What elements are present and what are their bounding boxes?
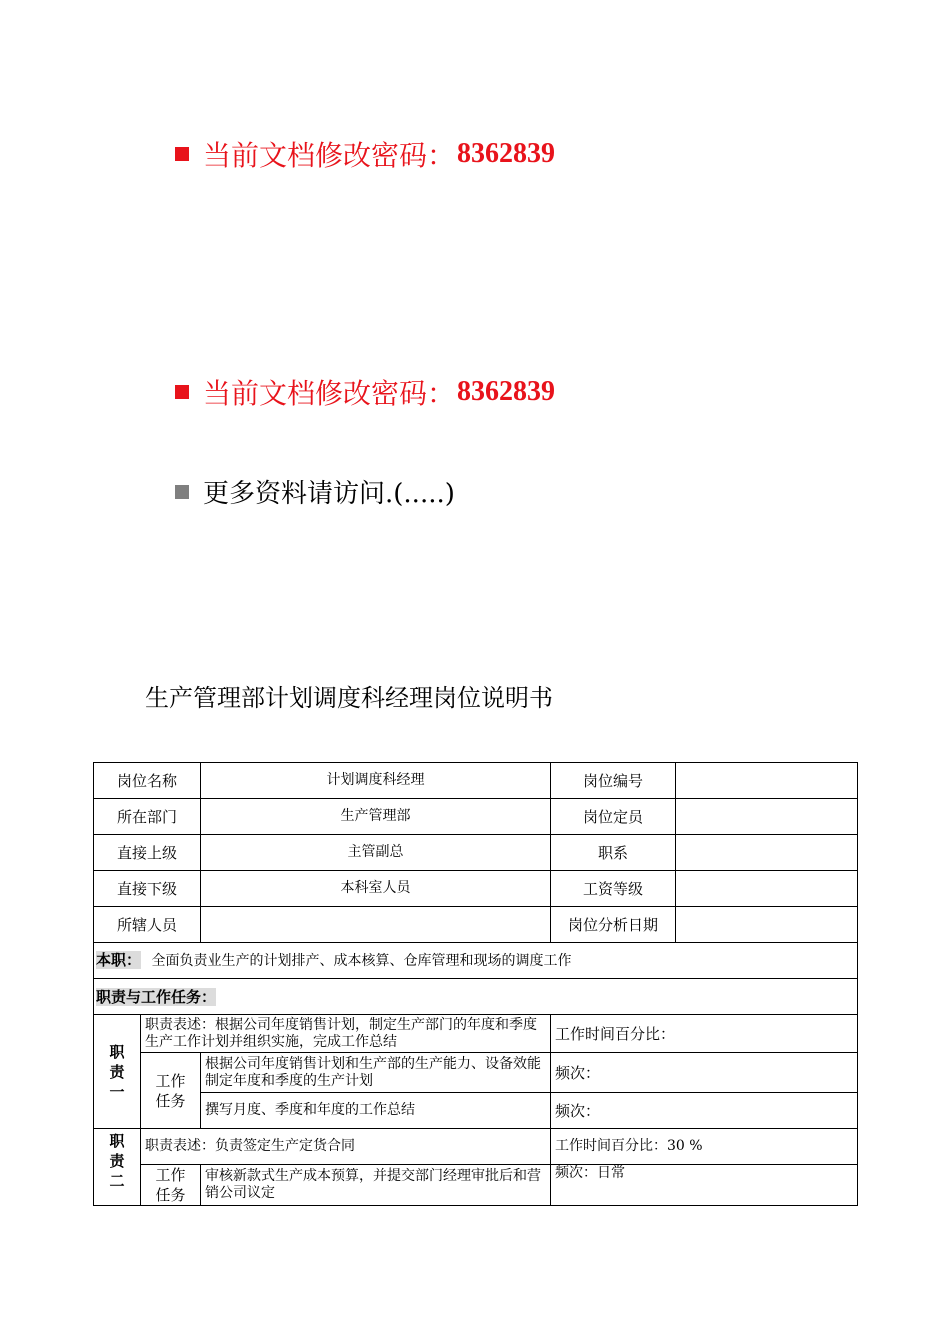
benzhi-row bbox=[94, 943, 858, 979]
document-title: 生产管理部计划调度科经理岗位说明书 bbox=[145, 684, 553, 712]
info-row-subordinate bbox=[94, 871, 858, 907]
value-department: 生产管理部 bbox=[201, 799, 551, 835]
label-job-name: 岗位名称 bbox=[94, 763, 201, 799]
duty2-task-label: 工作任务 bbox=[155, 1166, 186, 1204]
more-info-notice bbox=[175, 473, 455, 510]
value-headcount bbox=[676, 799, 858, 835]
value-job-series bbox=[676, 835, 858, 871]
duty1-time-percent: 工作时间百分比： bbox=[551, 1015, 858, 1053]
duty1-task-frequency: 频次： bbox=[551, 1093, 858, 1129]
duty1-task-label: 工作任务 bbox=[155, 1071, 186, 1110]
password-notice-1 bbox=[175, 134, 555, 174]
duties-heading: 职责与工作任务： bbox=[96, 988, 217, 1006]
duty1-task-row bbox=[94, 1093, 858, 1129]
password-code: 8362839 bbox=[457, 376, 556, 407]
duties-heading-cell bbox=[94, 979, 858, 1015]
password-notice-2 bbox=[175, 372, 555, 412]
info-row-department bbox=[94, 799, 858, 835]
label-department: 所在部门 bbox=[94, 799, 201, 835]
duty2-label: 职责二 bbox=[109, 1132, 125, 1190]
red-square-bullet-icon bbox=[175, 385, 189, 399]
duty1-task-text: 根据公司年度销售计划和生产部的生产能力、设备效能制定年度和季度的生产计划 bbox=[201, 1053, 551, 1093]
notice-text: 当前文档修改密码： bbox=[203, 377, 456, 410]
value-salary-grade bbox=[676, 871, 858, 907]
label-analysis-date: 岗位分析日期 bbox=[551, 907, 676, 943]
duty2-desc-row bbox=[94, 1129, 858, 1165]
duties-heading-row bbox=[94, 979, 858, 1015]
duty2-task-text: 审核新款式生产成本预算，并提交部门经理审批后和营销公司议定 bbox=[201, 1165, 551, 1206]
value-staff bbox=[201, 907, 551, 943]
duty2-task-label-cell bbox=[141, 1165, 201, 1206]
job-description-table bbox=[93, 762, 858, 1206]
duty2-description: 职责表述：负责签定生产定货合同 bbox=[141, 1129, 551, 1165]
duty2-time-percent: 工作时间百分比：30 % bbox=[551, 1129, 858, 1165]
notice-text: 当前文档修改密码： bbox=[203, 139, 456, 172]
gray-square-bullet-icon bbox=[175, 485, 189, 499]
duty1-label-cell bbox=[94, 1015, 141, 1129]
label-job-code: 岗位编号 bbox=[551, 763, 676, 799]
label-salary-grade: 工资等级 bbox=[551, 871, 676, 907]
duty1-desc-row bbox=[94, 1015, 858, 1053]
password-code: 8362839 bbox=[457, 138, 556, 169]
duty1-task-frequency: 频次： bbox=[551, 1053, 858, 1093]
more-info-text: 更多资料请访问.(.....) bbox=[203, 479, 455, 509]
duty1-task-row bbox=[94, 1053, 858, 1093]
value-subordinate: 本科室人员 bbox=[201, 871, 551, 907]
benzhi-cell bbox=[94, 943, 858, 979]
info-row-staff bbox=[94, 907, 858, 943]
duty1-label: 职责一 bbox=[109, 1042, 125, 1101]
label-superior: 直接上级 bbox=[94, 835, 201, 871]
label-headcount: 岗位定员 bbox=[551, 799, 676, 835]
duty1-task-label-cell bbox=[141, 1053, 201, 1129]
value-superior: 主管副总 bbox=[201, 835, 551, 871]
info-row-job-name bbox=[94, 763, 858, 799]
red-square-bullet-icon bbox=[175, 147, 189, 161]
benzhi-label: 本职： bbox=[96, 950, 142, 969]
duty1-task-text: 撰写月度、季度和年度的工作总结 bbox=[201, 1093, 551, 1129]
label-job-series: 职系 bbox=[551, 835, 676, 871]
value-job-code bbox=[676, 763, 858, 799]
duty2-label-cell bbox=[94, 1129, 141, 1206]
duty2-task-row bbox=[94, 1165, 858, 1206]
value-job-name: 计划调度科经理 bbox=[201, 763, 551, 799]
label-subordinate: 直接下级 bbox=[94, 871, 201, 907]
label-staff: 所辖人员 bbox=[94, 907, 201, 943]
benzhi-text: 全面负责业生产的计划排产、成本核算、仓库管理和现场的调度工作 bbox=[151, 952, 572, 969]
duty1-description: 职责表述：根据公司年度销售计划，制定生产部门的年度和季度生产工作计划并组织实施，完成工作总结 bbox=[141, 1015, 551, 1053]
info-row-superior bbox=[94, 835, 858, 871]
value-analysis-date bbox=[676, 907, 858, 943]
duty2-task-frequency: 频次：日常 bbox=[551, 1165, 858, 1206]
